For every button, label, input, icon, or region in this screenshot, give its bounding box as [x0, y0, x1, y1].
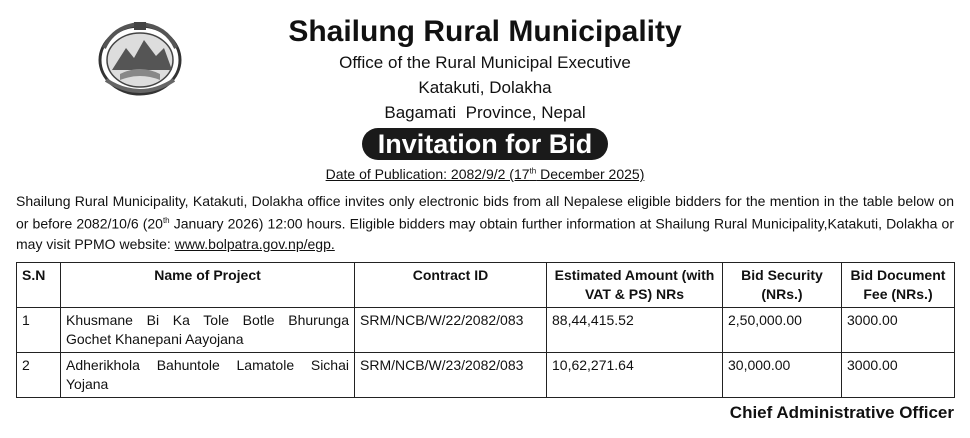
signatory: Chief Administrative Officer — [729, 403, 954, 422]
col-estimated-amount: Estimated Amount (with VAT & PS) NRs — [547, 263, 723, 308]
table-row — [17, 353, 955, 398]
cell-security: 30,000.00 — [723, 353, 842, 398]
notice-sup: th — [162, 216, 170, 225]
cell-contract-id: SRM/NCB/W/22/2082/083 — [355, 308, 547, 353]
cell-amount: 88,44,415.52 — [547, 308, 723, 353]
pub-suffix: December 2025) — [536, 166, 645, 182]
notice-text-1: Shailung Rural Municipality, Katakuti, Dolakha office invites only electronic bids from all Nepalese eligible bidders for the mention in the table below on or before 2082/10/6 (20 — [16, 193, 954, 232]
cell-sn: 1 — [17, 308, 61, 353]
col-bid-fee: Bid Document Fee (NRs.) — [842, 263, 955, 308]
table-row — [17, 308, 955, 353]
cell-sn: 2 — [17, 353, 61, 398]
office-line: Office of the Rural Municipal Executive — [339, 53, 631, 72]
cell-fee: 3000.00 — [842, 353, 955, 398]
table-header-row — [17, 263, 955, 308]
notice-text-2: January 2026) 12:00 hours. Eligible bidders may obtain further information at Shailung Rural Municipality,Katakuti, Dolakha or may visit PPMO website: — [16, 215, 954, 252]
invitation-banner: Invitation for Bid — [362, 128, 608, 160]
ppmo-link[interactable]: www.bolpatra.gov.np/egp. — [174, 235, 335, 252]
banner-wrap — [0, 128, 970, 160]
cell-security: 2,50,000.00 — [723, 308, 842, 353]
publication-date — [0, 166, 970, 182]
office-header — [0, 14, 970, 125]
notice-paragraph — [16, 191, 954, 254]
cell-project: Khusmane Bi Ka Tole Botle Bhurunga Gochet Khanepani Aayojana — [61, 308, 355, 353]
cell-contract-id: SRM/NCB/W/23/2082/083 — [355, 353, 547, 398]
cell-fee: 3000.00 — [842, 308, 955, 353]
cell-project: Adherikhola Bahuntole Lamatole Sichai Yojana — [61, 353, 355, 398]
bid-table — [16, 262, 955, 398]
col-project: Name of Project — [61, 263, 355, 308]
col-contract-id: Contract ID — [355, 263, 547, 308]
province-line: Bagamati Province, Nepal — [384, 103, 586, 122]
col-bid-security: Bid Security (NRs.) — [723, 263, 842, 308]
municipality-title: Shailung Rural Municipality — [288, 15, 682, 48]
cell-amount: 10,62,271.64 — [547, 353, 723, 398]
pub-sup: th — [529, 166, 537, 176]
pub-prefix: Date of Publication: 2082/9/2 (17 — [325, 166, 530, 182]
address-line: Katakuti, Dolakha — [418, 78, 552, 97]
col-sn: S.N — [17, 263, 61, 308]
